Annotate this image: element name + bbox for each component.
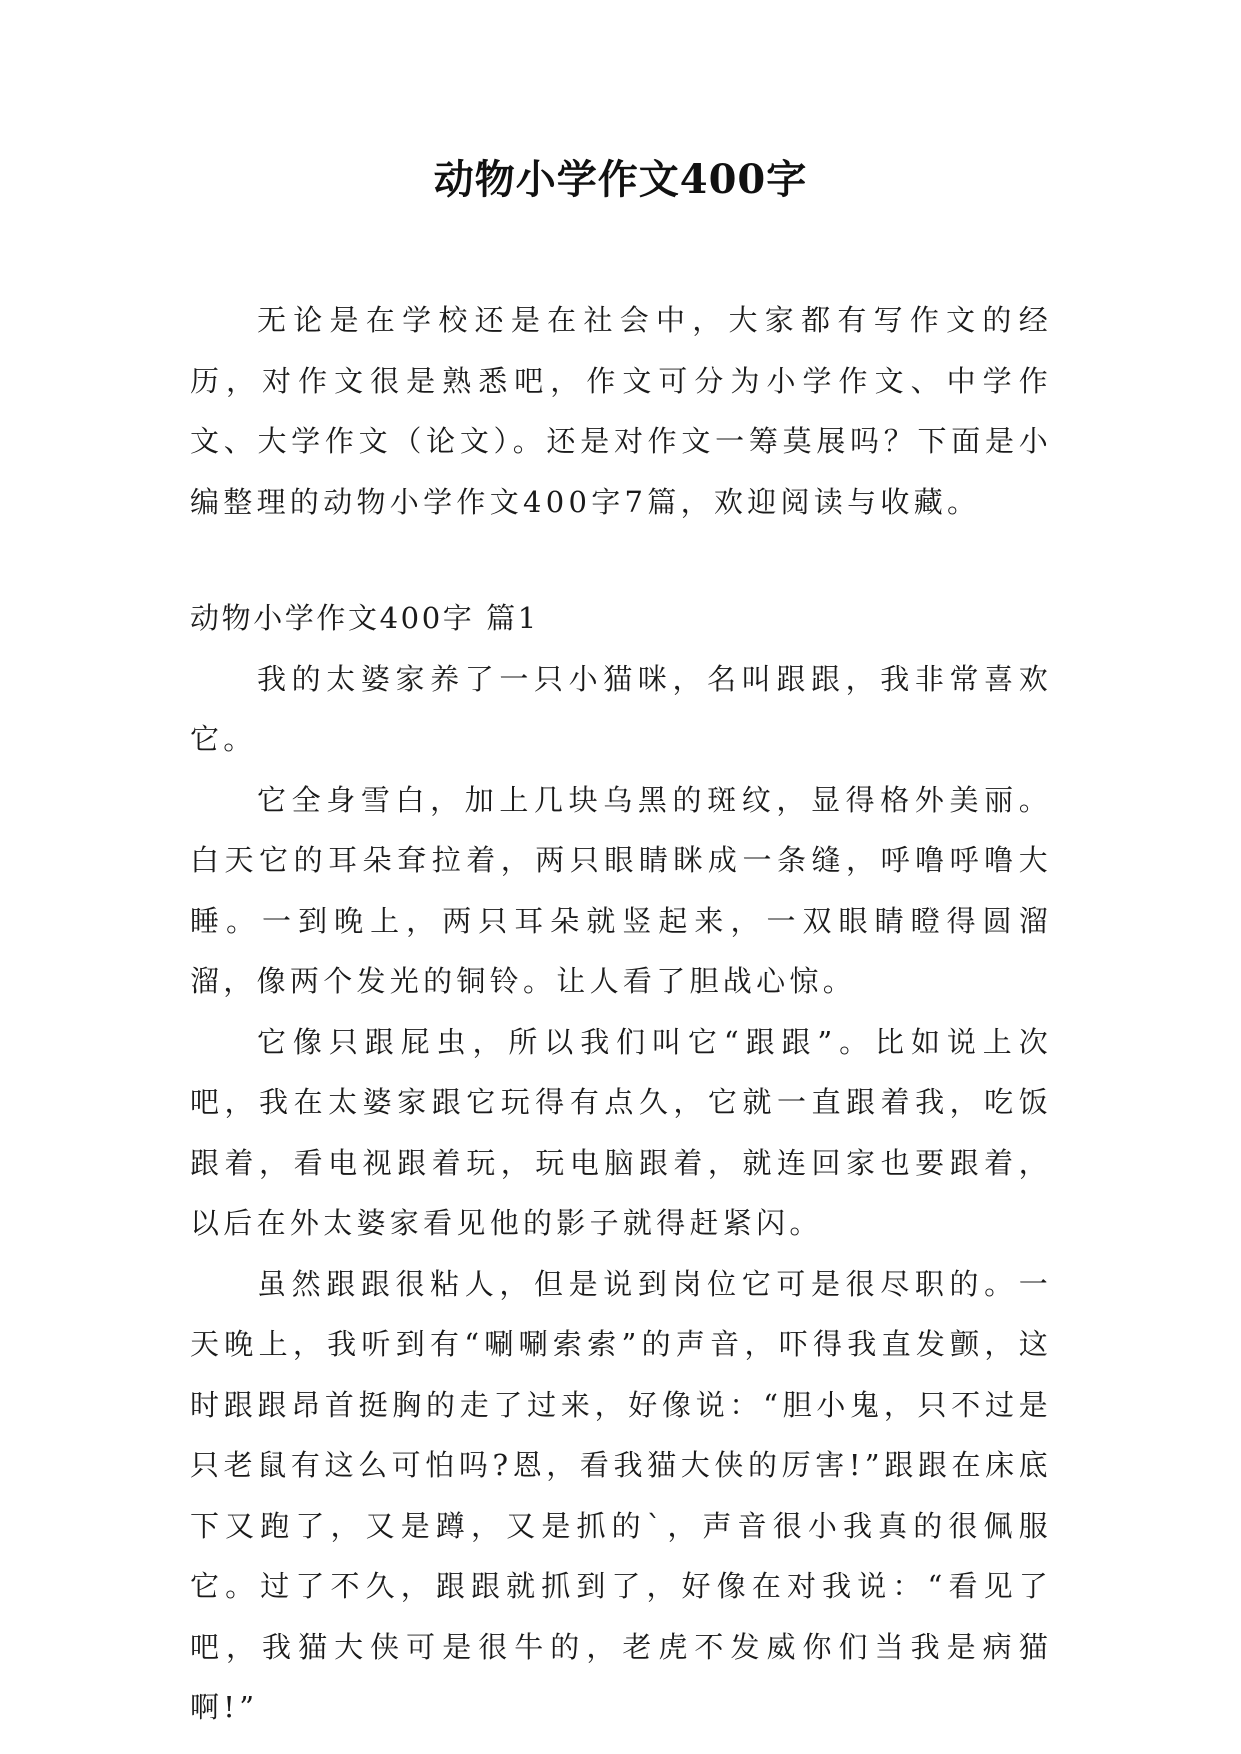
body-paragraph: 它像只跟屁虫，所以我们叫它“跟跟”。比如说上次吧，我在太婆家跟它玩得有点久，它就一直跟着我，吃饭跟着，看电视跟着玩，玩电脑跟着，就连回家也要跟着，以后在外太婆家看见他的影子就得赶紧闪。 [190,1024,1052,1240]
section-spacer [190,532,1052,588]
body-paragraph: 我的太婆家养了一只小猫咪，名叫跟跟，我非常喜欢它。 [190,661,1052,756]
body-paragraph: 虽然跟跟很粘人，但是说到岗位它可是很尽职的。一天晚上，我听到有“唰唰索索”的声音，吓得我直发颤，这时跟跟昂首挺胸的走了过来，好像说：“胆小鬼，只不过是只老鼠有这么可怕吗?恩，看我猫大侠的厉害!”跟跟在床底下又跑了，又是蹲，又是抓的`，声音很小我真的很佩服它。过了不久，跟跟就抓到了，好像在对我说：“看见了吧，我猫大侠可是很牛的，老虎不发威你们当我是病猫啊!” [190,1266,1052,1724]
document-body [190,290,1052,1738]
body-paragraph: 它全身雪白，加上几块乌黑的斑纹，显得格外美丽。白天它的耳朵耷拉着，两只眼睛眯成一条缝，呼噜呼噜大睡。一到晚上，两只耳朵就竖起来，一双眼睛瞪得圆溜溜，像两个发光的铜铃。让人看了胆战心惊。 [190,782,1052,998]
intro-paragraph: 无论是在学校还是在社会中，大家都有写作文的经历，对作文很是熟悉吧，作文可分为小学作文、中学作文、大学作文（论文）。还是对作文一筹莫展吗？下面是小编整理的动物小学作文400字7篇，欢迎阅读与收藏。 [190,303,1052,519]
section-heading: 动物小学作文400字 篇1 [190,601,539,635]
document-title: 动物小学作文400字 [433,156,808,203]
